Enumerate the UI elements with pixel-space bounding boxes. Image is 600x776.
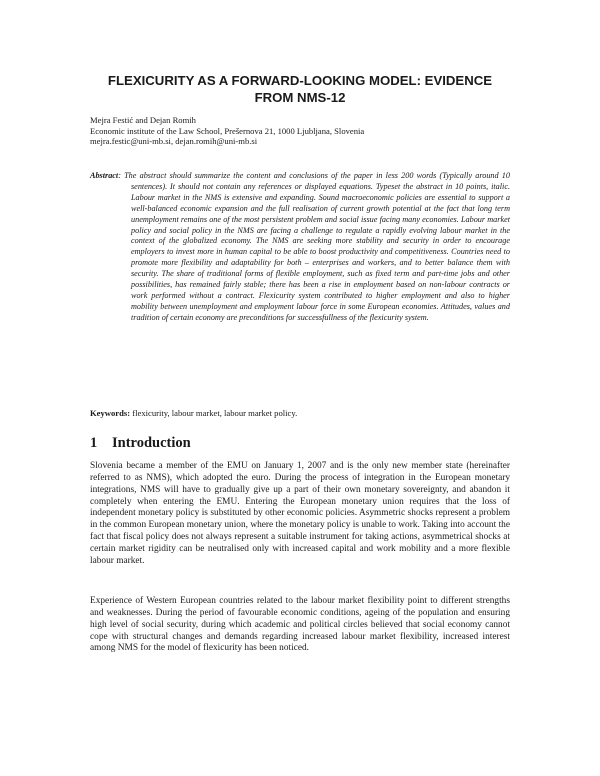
keywords-text: flexicurity, labour market, labour market policy. — [130, 408, 298, 418]
author-names: Mejra Festić and Dejan Romih — [90, 115, 196, 125]
section-heading-introduction — [90, 434, 510, 452]
author-emails: mejra.festic@uni-mb.si, dejan.romih@uni-mb.si — [90, 136, 258, 146]
body-paragraph-1: Slovenia became a member of the EMU on January 1, 2007 and is the only new member state (hereinafter referred to as NMS), which adopted the euro. During the process of integration in the European monetary integrations, NMS will have to gradually give up a part of their own monetary sovereignty, and abandon it completely when entering the EMU. Entering the European monetary union requires that the loss of independent monetary policy is substituted by other economic policies. Asymmetric shocks represent a problem in the common European monetary union, where the monetary policy is unable to work. Taking into account the fact that fiscal policy does not always represent a suitable instrument for taking actions, asymmetrical shocks at certain market rigidity can be neutralised only with increased capital and work mobility and a more flexible labour market. — [90, 461, 510, 566]
abstract — [90, 171, 510, 324]
paper-title: FLEXICURITY AS A FORWARD-LOOKING MODEL: EVIDENCE FROM NMS-12 — [107, 73, 493, 105]
abstract-text: : The abstract should summarize the content and conclusions of the paper in less 200 words (Typically around 10 sentences). It should not contain any references or displayed equations. Typeset the abstract in 10 points, italic. Labour market in the NMS is extensive and expanding. Sound macroeconomic policies are essential to support a well-balanced economic expansion and the full realisation of current growth potential at the fact that long term unemployment remains one of the most persistent problem and social issue facing many economies. Labour market policy and social policy in the NMS are facing a challenge to regulate a rapidly evolving labour market in the context of the globalized economy. The NMS are seeking more stability and security in order to encourage employers to invest more in human capital to be able to boost productivity and competitiveness. Countries need to promote more flexibility and adaptability for both – enterprises and workers, and to better balance them with security. The share of traditional forms of flexible employment, such as fixed term and part-time jobs and other possibilities, has remained fairly stable; there has been a rise in employment based on non-labour contracts or work performed without a contract. Flexicurity system contributed to higher employment and also to higher mobility between unemployment and employment labour force in some European economies. Attitudes, values and tradition of certain economy are preconditions for successfullness of the flexicurity system. — [118, 171, 510, 322]
abstract-label: Abstract — [90, 171, 119, 180]
body-paragraph-2: Experience of Western European countries related to the labour market flexibility point to different strengths and weaknesses. During the period of favourable economic conditions, ageing of the population and ensuring high level of social security, during which academic and political circles believed that social economy cannot cope with structural changes and demands regarding increased labour market flexibility, increased interest among NMS for the model of flexicurity has been noticed. — [90, 596, 510, 654]
author-block — [90, 115, 520, 147]
author-affiliation: Economic institute of the Law School, Prešernova 21, 1000 Ljubljana, Slovenia — [90, 125, 365, 136]
section-title: Introduction — [112, 435, 191, 451]
keywords — [90, 408, 510, 419]
keywords-label: Keywords: — [90, 408, 131, 418]
section-number: 1 — [90, 435, 98, 451]
